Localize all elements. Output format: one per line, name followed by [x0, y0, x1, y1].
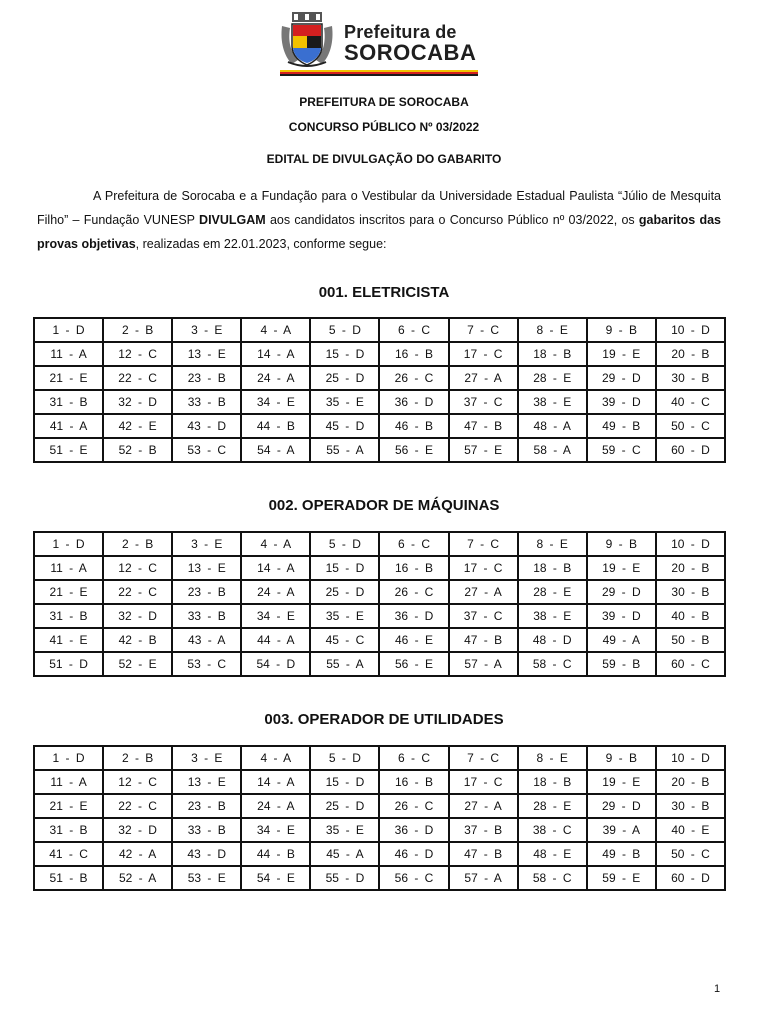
answer-cell: 57 - E: [449, 438, 518, 462]
answer-cell: 16 - B: [379, 556, 448, 580]
answer-cell: 52 - B: [103, 438, 172, 462]
answer-cell: 2 - B: [103, 318, 172, 342]
answer-cell: 32 - D: [103, 604, 172, 628]
answer-cell: 30 - B: [656, 794, 725, 818]
answer-cell: 34 - E: [241, 604, 310, 628]
coat-of-arms-icon: [278, 12, 336, 68]
answer-cell: 1 - D: [34, 318, 103, 342]
answer-cell: 33 - B: [172, 390, 241, 414]
answer-cell: 26 - C: [379, 794, 448, 818]
answer-cell: 51 - B: [34, 866, 103, 890]
answer-cell: 27 - A: [449, 580, 518, 604]
answer-cell: 42 - E: [103, 414, 172, 438]
answer-cell: 42 - A: [103, 842, 172, 866]
answer-cell: 12 - C: [103, 556, 172, 580]
answer-cell: 9 - B: [587, 318, 656, 342]
answer-cell: 15 - D: [310, 342, 379, 366]
answer-cell: 5 - D: [310, 318, 379, 342]
answer-cell: 48 - D: [518, 628, 587, 652]
answer-cell: 3 - E: [172, 318, 241, 342]
answer-cell: 32 - D: [103, 390, 172, 414]
intro-part-1: A Prefeitura de Sorocaba e a Fundação para o Vestibular da Universidade Estadual Paulista “Júlio de Mesquita Filho” – Fundação VUNESP: [37, 189, 721, 227]
answer-cell: 29 - D: [587, 366, 656, 390]
answer-cell: 40 - B: [656, 604, 725, 628]
answer-cell: 38 - E: [518, 390, 587, 414]
answer-cell: 54 - A: [241, 438, 310, 462]
answer-cell: 40 - E: [656, 818, 725, 842]
answer-cell: 52 - E: [103, 652, 172, 676]
answer-cell: 18 - B: [518, 770, 587, 794]
answer-cell: 14 - A: [241, 770, 310, 794]
logo-line-2: SOROCABA: [344, 40, 477, 65]
answer-cell: 53 - E: [172, 866, 241, 890]
header-line-3: EDITAL DE DIVULGAÇÃO DO GABARITO: [266, 152, 502, 166]
answer-cell: 18 - B: [518, 342, 587, 366]
answer-cell: 46 - D: [379, 842, 448, 866]
answer-cell: 33 - B: [172, 604, 241, 628]
answer-cell: 5 - D: [310, 532, 379, 556]
answer-cell: 34 - E: [241, 818, 310, 842]
answer-cell: 44 - A: [241, 628, 310, 652]
page-number: 1: [714, 983, 721, 995]
answer-cell: 60 - D: [656, 866, 725, 890]
answer-cell: 10 - D: [656, 746, 725, 770]
intro-part-2: aos candidatos inscritos para o Concurso Público nº 03/2022, os: [265, 213, 639, 227]
answer-cell: 49 - A: [587, 628, 656, 652]
answer-cell: 49 - B: [587, 414, 656, 438]
answer-cell: 50 - C: [656, 842, 725, 866]
answer-cell: 28 - E: [518, 580, 587, 604]
answer-cell: 28 - E: [518, 794, 587, 818]
answer-cell: 25 - D: [310, 366, 379, 390]
answer-cell: 12 - C: [103, 770, 172, 794]
answer-cell: 27 - A: [449, 794, 518, 818]
answer-cell: 37 - B: [449, 818, 518, 842]
answer-cell: 55 - D: [310, 866, 379, 890]
table-row: [34, 580, 725, 604]
answer-cell: 3 - E: [172, 746, 241, 770]
answer-cell: 32 - D: [103, 818, 172, 842]
answer-cell: 46 - E: [379, 628, 448, 652]
answer-cell: 26 - C: [379, 580, 448, 604]
answer-cell: 54 - D: [241, 652, 310, 676]
answer-cell: 59 - C: [587, 438, 656, 462]
answer-cell: 13 - E: [172, 556, 241, 580]
answer-cell: 11 - A: [34, 770, 103, 794]
answer-cell: 55 - A: [310, 652, 379, 676]
answer-cell: 3 - E: [172, 532, 241, 556]
answer-cell: 18 - B: [518, 556, 587, 580]
answer-cell: 25 - D: [310, 794, 379, 818]
answer-cell: 57 - A: [449, 652, 518, 676]
table-row: [34, 366, 725, 390]
answer-cell: 52 - A: [103, 866, 172, 890]
answer-cell: 8 - E: [518, 532, 587, 556]
answer-cell: 31 - B: [34, 604, 103, 628]
answer-cell: 50 - C: [656, 414, 725, 438]
answer-cell: 13 - E: [172, 770, 241, 794]
answer-cell: 56 - E: [379, 438, 448, 462]
answer-cell: 53 - C: [172, 652, 241, 676]
header-line-2: CONCURSO PÚBLICO Nº 03/2022: [288, 120, 480, 134]
answer-cell: 11 - A: [34, 556, 103, 580]
answer-cell: 30 - B: [656, 366, 725, 390]
answer-cell: 1 - D: [34, 532, 103, 556]
table-row: [34, 818, 725, 842]
answer-cell: 9 - B: [587, 746, 656, 770]
answer-cell: 4 - A: [241, 746, 310, 770]
answer-cell: 58 - A: [518, 438, 587, 462]
answer-cell: 38 - C: [518, 818, 587, 842]
table-row: [34, 794, 725, 818]
answer-cell: 21 - E: [34, 580, 103, 604]
table-row: [34, 532, 725, 556]
answer-cell: 17 - C: [449, 342, 518, 366]
answer-cell: 43 - D: [172, 414, 241, 438]
answer-cell: 24 - A: [241, 366, 310, 390]
section-title: 002. OPERADOR DE MÁQUINAS: [268, 497, 500, 514]
table-row: [34, 318, 725, 342]
answer-cell: 6 - C: [379, 532, 448, 556]
answer-key-table: [33, 745, 726, 891]
answer-cell: 57 - A: [449, 866, 518, 890]
answer-cell: 33 - B: [172, 818, 241, 842]
answer-cell: 23 - B: [172, 580, 241, 604]
answer-cell: 31 - B: [34, 390, 103, 414]
answer-cell: 58 - C: [518, 866, 587, 890]
answer-cell: 6 - C: [379, 318, 448, 342]
answer-cell: 19 - E: [587, 770, 656, 794]
answer-cell: 51 - E: [34, 438, 103, 462]
answer-cell: 36 - D: [379, 390, 448, 414]
answer-cell: 44 - B: [241, 414, 310, 438]
answer-cell: 48 - E: [518, 842, 587, 866]
answer-cell: 16 - B: [379, 770, 448, 794]
answer-cell: 31 - B: [34, 818, 103, 842]
answer-cell: 13 - E: [172, 342, 241, 366]
section-title: 003. OPERADOR DE UTILIDADES: [264, 711, 504, 728]
answer-cell: 10 - D: [656, 532, 725, 556]
answer-cell: 49 - B: [587, 842, 656, 866]
answer-cell: 39 - D: [587, 604, 656, 628]
answer-cell: 26 - C: [379, 366, 448, 390]
answer-cell: 14 - A: [241, 342, 310, 366]
answer-cell: 16 - B: [379, 342, 448, 366]
answer-cell: 4 - A: [241, 318, 310, 342]
answer-cell: 43 - A: [172, 628, 241, 652]
answer-cell: 19 - E: [587, 342, 656, 366]
answer-cell: 12 - C: [103, 342, 172, 366]
answer-cell: 1 - D: [34, 746, 103, 770]
logo-stripe: [280, 70, 478, 76]
answer-cell: 9 - B: [587, 532, 656, 556]
answer-cell: 47 - B: [449, 414, 518, 438]
answer-cell: 39 - A: [587, 818, 656, 842]
table-row: [34, 342, 725, 366]
answer-cell: 7 - C: [449, 746, 518, 770]
answer-cell: 47 - B: [449, 628, 518, 652]
answer-cell: 45 - C: [310, 628, 379, 652]
answer-cell: 22 - C: [103, 366, 172, 390]
answer-cell: 53 - C: [172, 438, 241, 462]
answer-key-table: [33, 531, 726, 677]
answer-cell: 35 - E: [310, 604, 379, 628]
answer-cell: 17 - C: [449, 770, 518, 794]
answer-cell: 15 - D: [310, 556, 379, 580]
answer-cell: 40 - C: [656, 390, 725, 414]
answer-cell: 41 - E: [34, 628, 103, 652]
answer-cell: 24 - A: [241, 794, 310, 818]
answer-cell: 21 - E: [34, 366, 103, 390]
answer-cell: 22 - C: [103, 794, 172, 818]
answer-cell: 17 - C: [449, 556, 518, 580]
answer-cell: 41 - A: [34, 414, 103, 438]
answer-cell: 7 - C: [449, 532, 518, 556]
answer-cell: 10 - D: [656, 318, 725, 342]
answer-cell: 43 - D: [172, 842, 241, 866]
answer-cell: 27 - A: [449, 366, 518, 390]
answer-cell: 55 - A: [310, 438, 379, 462]
answer-cell: 11 - A: [34, 342, 103, 366]
table-row: [34, 842, 725, 866]
answer-cell: 37 - C: [449, 390, 518, 414]
answer-cell: 29 - D: [587, 580, 656, 604]
answer-cell: 35 - E: [310, 818, 379, 842]
answer-cell: 44 - B: [241, 842, 310, 866]
answer-cell: 20 - B: [656, 770, 725, 794]
intro-bold-2: gabaritos das provas objetivas: [37, 213, 721, 251]
answer-cell: 6 - C: [379, 746, 448, 770]
table-row: [34, 604, 725, 628]
table-row: [34, 438, 725, 462]
answer-cell: 7 - C: [449, 318, 518, 342]
answer-cell: 8 - E: [518, 746, 587, 770]
answer-cell: 59 - E: [587, 866, 656, 890]
table-row: [34, 556, 725, 580]
answer-cell: 23 - B: [172, 794, 241, 818]
answer-cell: 15 - D: [310, 770, 379, 794]
answer-cell: 37 - C: [449, 604, 518, 628]
answer-cell: 20 - B: [656, 556, 725, 580]
table-row: [34, 746, 725, 770]
answer-cell: 47 - B: [449, 842, 518, 866]
table-row: [34, 770, 725, 794]
answer-cell: 19 - E: [587, 556, 656, 580]
intro-paragraph: [37, 184, 721, 256]
answer-cell: 23 - B: [172, 366, 241, 390]
answer-cell: 25 - D: [310, 580, 379, 604]
answer-cell: 42 - B: [103, 628, 172, 652]
answer-cell: 50 - B: [656, 628, 725, 652]
answer-cell: 39 - D: [587, 390, 656, 414]
header-line-1: PREFEITURA DE SOROCABA: [299, 95, 469, 109]
intro-part-3: , realizadas em 22.01.2023, conforme segue:: [135, 237, 387, 251]
answer-cell: 8 - E: [518, 318, 587, 342]
answer-cell: 29 - D: [587, 794, 656, 818]
answer-cell: 34 - E: [241, 390, 310, 414]
answer-cell: 48 - A: [518, 414, 587, 438]
answer-cell: 36 - D: [379, 604, 448, 628]
answer-cell: 59 - B: [587, 652, 656, 676]
answer-cell: 45 - A: [310, 842, 379, 866]
answer-cell: 58 - C: [518, 652, 587, 676]
answer-cell: 45 - D: [310, 414, 379, 438]
answer-key-table: [33, 317, 726, 463]
answer-cell: 38 - E: [518, 604, 587, 628]
answer-cell: 2 - B: [103, 532, 172, 556]
table-row: [34, 628, 725, 652]
table-row: [34, 390, 725, 414]
answer-cell: 4 - A: [241, 532, 310, 556]
answer-cell: 60 - C: [656, 652, 725, 676]
answer-cell: 2 - B: [103, 746, 172, 770]
section-title: 001. ELETRICISTA: [318, 284, 450, 301]
answer-cell: 24 - A: [241, 580, 310, 604]
answer-cell: 36 - D: [379, 818, 448, 842]
logo-line-1: Prefeitura de: [344, 22, 457, 42]
answer-cell: 28 - E: [518, 366, 587, 390]
answer-cell: 21 - E: [34, 794, 103, 818]
answer-cell: 51 - D: [34, 652, 103, 676]
answer-cell: 41 - C: [34, 842, 103, 866]
answer-cell: 56 - E: [379, 652, 448, 676]
table-row: [34, 652, 725, 676]
answer-cell: 30 - B: [656, 580, 725, 604]
answer-cell: 20 - B: [656, 342, 725, 366]
table-row: [34, 866, 725, 890]
answer-cell: 60 - D: [656, 438, 725, 462]
answer-cell: 56 - C: [379, 866, 448, 890]
answer-cell: 35 - E: [310, 390, 379, 414]
answer-cell: 46 - B: [379, 414, 448, 438]
answer-cell: 22 - C: [103, 580, 172, 604]
answer-cell: 14 - A: [241, 556, 310, 580]
prefeitura-logo: [278, 12, 488, 72]
intro-bold-1: DIVULGAM: [199, 213, 266, 227]
answer-cell: 5 - D: [310, 746, 379, 770]
table-row: [34, 414, 725, 438]
answer-cell: 54 - E: [241, 866, 310, 890]
